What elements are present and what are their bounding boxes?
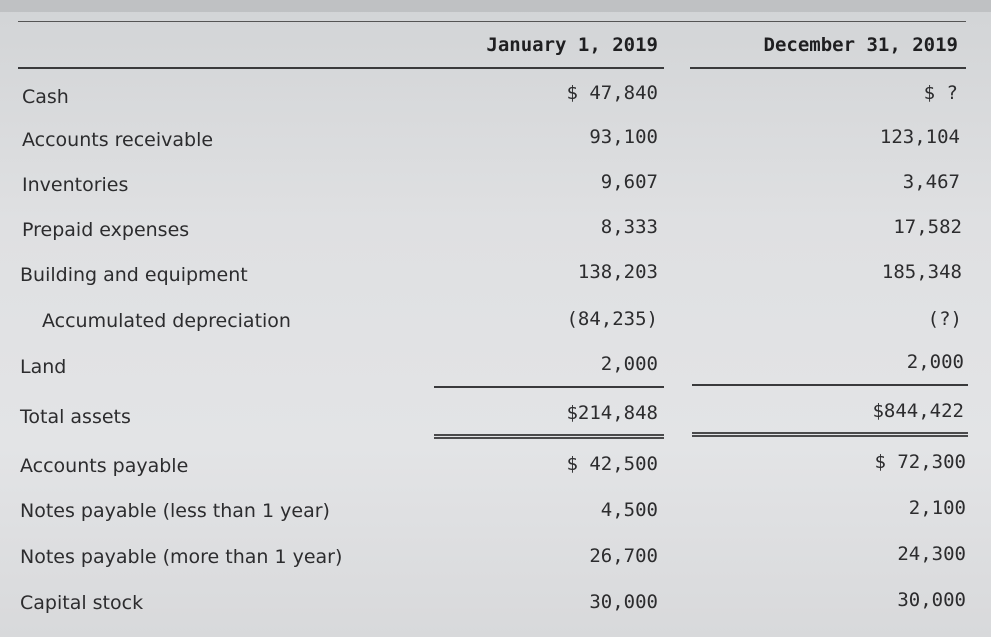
cell-capital-dec: 30,000 <box>897 589 966 611</box>
cell-ap-jan: $ 42,500 <box>566 453 658 475</box>
row-label-accounts-receivable: Accounts receivable <box>22 129 214 151</box>
row-label-accounts-payable: Accounts payable <box>20 455 189 477</box>
cell-prepaid-dec: 17,582 <box>893 216 962 238</box>
row-label-cash: Cash <box>22 86 69 108</box>
total-double-rule-left <box>434 434 664 439</box>
column-header-dec-2019: December 31, 2019 <box>763 34 958 56</box>
table-top-rule <box>18 21 966 22</box>
cell-np-long-jan: 26,700 <box>589 545 658 567</box>
cell-cash-dec: $ ? <box>923 82 958 104</box>
cell-capital-jan: 30,000 <box>589 591 658 613</box>
cell-np-short-dec: 2,100 <box>908 497 966 519</box>
cell-prepaid-jan: 8,333 <box>600 216 658 238</box>
row-label-land: Land <box>20 356 67 378</box>
cell-np-short-jan: 4,500 <box>600 499 658 521</box>
cell-cash-jan: $ 47,840 <box>566 82 658 104</box>
row-label-capital-stock: Capital stock <box>20 592 144 614</box>
subtotal-rule-left <box>434 386 664 388</box>
row-label-accumulated-depreciation: Accumulated depreciation <box>42 310 291 332</box>
cell-land-jan: 2,000 <box>600 353 658 375</box>
cell-depreciation-jan: (84,235) <box>566 308 658 330</box>
row-label-total-assets: Total assets <box>20 406 131 428</box>
row-label-prepaid-expenses: Prepaid expenses <box>22 219 190 241</box>
cell-total-assets-jan: $214,848 <box>566 402 658 424</box>
subtotal-rule-right <box>692 384 968 386</box>
row-label-building-equipment: Building and equipment <box>20 264 248 286</box>
cell-ar-jan: 93,100 <box>589 126 658 148</box>
cell-ar-dec: 123,104 <box>879 126 960 148</box>
header-rule-right <box>690 67 966 69</box>
total-double-rule-right <box>692 432 968 437</box>
row-label-inventories: Inventories <box>22 174 129 196</box>
cell-inventories-jan: 9,607 <box>600 171 658 193</box>
cell-land-dec: 2,000 <box>906 351 964 373</box>
cell-np-long-dec: 24,300 <box>897 543 966 565</box>
cell-inventories-dec: 3,467 <box>902 171 960 193</box>
cell-total-assets-dec: $844,422 <box>872 400 964 422</box>
cell-building-dec: 185,348 <box>881 261 962 283</box>
column-header-jan-2019: January 1, 2019 <box>486 34 658 56</box>
cell-depreciation-dec: (?) <box>927 308 962 330</box>
row-label-notes-payable-long: Notes payable (more than 1 year) <box>20 546 343 568</box>
header-rule-left <box>18 67 664 69</box>
cell-building-jan: 138,203 <box>577 261 658 283</box>
row-label-notes-payable-short: Notes payable (less than 1 year) <box>20 500 330 522</box>
top-band <box>0 0 991 12</box>
cell-ap-dec: $ 72,300 <box>874 451 966 473</box>
